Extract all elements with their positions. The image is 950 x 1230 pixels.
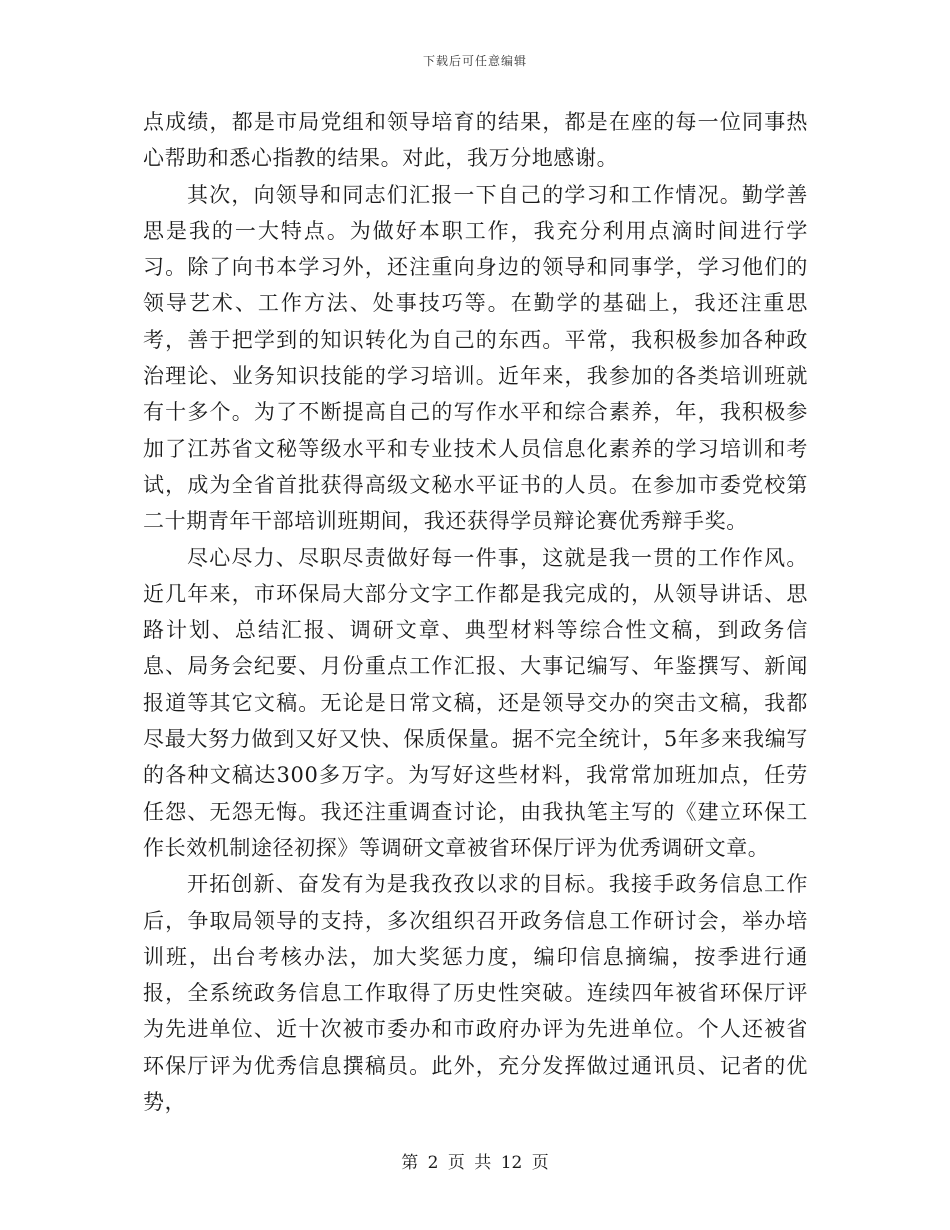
paragraph-innovation: 开拓创新、奋发有为是我孜孜以求的目标。我接手政务信息工作后，争取局领导的支持，多次组织召开政务信息工作研讨会，举办培训班，出台考核办法，加大奖惩力度，编印信息摘编，按季进行通报，全系统政务信息工作取得了历史性突破。连续四年被省环保厅评为先进单位、近十次被市委办和市政府办评为先进单位。个人还被省环保厅评为优秀信息撰稿员。此外，充分发挥做过通讯员、记者的优势， [143,872,808,1115]
document-body [143,104,808,1120]
paragraph-work-style: 尽心尽力、尽职尽责做好每一件事，这就是我一贯的工作作风。近几年来，市环保局大部分文字工作都是我完成的，从领导讲话、思路计划、总结汇报、调研文章、典型材料等综合性文稿，到政务信息、局务会纪要、月份重点工作汇报、大事记编写、年鉴撰写、新闻报道等其它文稿。无论是日常文稿，还是领导交办的突击文稿，我都尽最大努力做到又好又快、保质保量。据不完全统计，5年多来我编写的各种文稿达300多万字。为写好这些材料，我常常加班加点，任劳任怨、无怨无悔。我还注重调查讨论，由我执笔主写的《建立环保工作长效机制途径初探》等调研文章被省环保厅评为优秀调研文章。 [143,545,808,860]
paragraph-study-work: 其次，向领导和同志们汇报一下自己的学习和工作情况。勤学善思是我的一大特点。为做好本职工作，我充分利用点滴时间进行学习。除了向书本学习外，还注重向身边的领导和同事学，学习他们的领导艺术、工作方法、处事技巧等。在勤学的基础上，我还注重思考，善于把学到的知识转化为自己的东西。平常，我积极参加各种政治理论、业务知识技能的学习培训。近年来，我参加的各类培训班就有十多个。为了不断提高自己的写作水平和综合素养，年，我积极参加了江苏省文秘等级水平和专业技术人员信息化素养的学习培训和考试，成为全省首批获得高级文秘水平证书的人员。在参加市委党校第二十期青年干部培训班期间，我还获得学员辩论赛优秀辩手奖。 [143,182,808,534]
page-number-footer: 第 2 页 共 12 页 [401,1153,549,1173]
page-header: 下载后可任意编辑 [422,54,527,68]
paragraph-continuation: 点成绩，都是市局党组和领导培育的结果，都是在座的每一位同事热心帮助和悉心指教的结果。对此，我万分地感谢。 [143,110,808,171]
